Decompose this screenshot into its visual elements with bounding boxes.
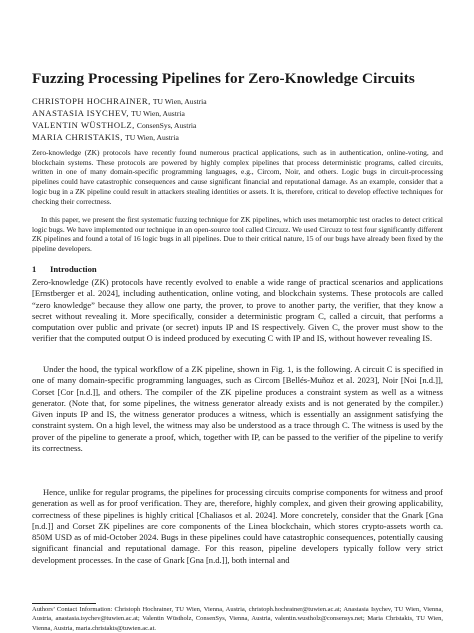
intro-paragraph-2: Under the hood, the typical workflow of a ZK pipeline, shown in Fig. 1, is the following. A circuit C is specified in one of many domain-specific programming languages, such as Circom [Bellés-Muñoz et al. 2023], Noir [Noi [n.d.]], Corset [Cor [n.d.]], and others. The compiler of the ZK pipeline produces a constraint system as well as a witness generator. (Note that, for some pipelines, the witness generator already exists and is not generated by the compiler.) Given inputs IP and IS, the witness generator produces a witness, which is essentially an assignment satisfying the constraint system. On a high level, the witness may also be understood as a trace through C. The witness is used by the prover of the pipeline to generate a proof, which, together with IP, can be passed to the verifier of the pipeline to verify its correctness.: [32, 364, 443, 454]
author-affiliation: TU Wien, Austria: [152, 97, 207, 106]
section-heading: [32, 264, 97, 274]
author-name: CHRISTOPH HOCHRAINER,: [32, 96, 151, 106]
author-affiliation: ConsenSys, Austria: [136, 121, 197, 130]
intro-paragraph-3: Hence, unlike for regular programs, the pipelines for processing circuits comprise components for witness and proof generation as well as for proof verification. They are, therefore, highly complex, and given their growing applicability, correctness of these pipelines is highly critical [Chaliasos et al. 2024]. More concretely, consider that the Gnark [Gna [n.d.]] and Corset ZK pipelines are core components of the Linea blockchain, which stores crypto-assets worth ca. 850M USD as of mid-October 2024. Bugs in these pipelines could have catastrophic consequences, potentially causing significant financial and reputational damage. For this reason, pipeline developers typically follow very strict development processes. In the case of Gnark [Gna [n.d.]], both internal and: [32, 487, 443, 565]
author-affiliation: TU Wien, Austria: [125, 133, 179, 142]
author-name: ANASTASIA ISYCHEV,: [32, 108, 129, 118]
intro-paragraph-1: Zero-knowledge (ZK) protocols have recently evolved to enable a wide range of practical scenarios and applications [Ernstberger et al. 2024], including authentication, online voting, and blockchain systems. These protocols are called “zero knowledge” because they allow one party, the prover, to prove to another party, the verifier, that they know a secret without revealing it. More specifically, consider a deterministic program C, called a circuit, that performs a computation over public and private (or secret) inputs IP and IS respectively. Given C, the prover must show to the verifier that the computed output O is indeed produced by executing C with IP and IS, without however revealing IS.: [32, 277, 443, 344]
section-title: Introduction: [50, 264, 97, 274]
paper-title: Fuzzing Processing Pipelines for Zero-Knowledge Circuits: [32, 70, 415, 87]
author-name: VALENTIN WÜSTHOLZ,: [32, 120, 135, 130]
author-name: MARIA CHRISTAKIS,: [32, 132, 123, 142]
section-number: 1: [32, 264, 37, 274]
author-contact-footnote: Authors’ Contact Information: Christoph Hochrainer, TU Wien, Vienna, Austria, christoph.hochrainer@tuwien.ac.at; Anastasia Isychev, TU Wien, Vienna, Austria, anastasia.isychev@tuwien.ac.at; Valentin Wüstholz, ConsenSys, Vienna, Austria, valentin.wustholz@consensys.net; Maria Christakis, TU Wien, Vienna, Austria, maria.christakis@tuwien.ac.at.: [32, 606, 443, 632]
abstract-paragraph-2: In this paper, we present the first systematic fuzzing technique for ZK pipelines, which uses metamorphic test oracles to detect critical logic bugs. We have implemented our technique in an open-source tool called Circuzz. We used Circuzz to test four significantly different ZK pipelines and found a total of 16 logic bugs in all pipelines. Due to their critical nature, 15 of our bugs have already been fixed by the pipeline developers.: [32, 215, 443, 254]
author-affiliation: TU Wien, Austria: [131, 109, 185, 118]
abstract-paragraph-1: Zero-knowledge (ZK) protocols have recently found numerous practical applications, such as in authentication, online-voting, and blockchain systems. These protocols are powered by highly complex pipelines that process deterministic programs, called circuits, written in one of many domain-specific programming languages, e.g., Circom, Noir, and others. Logic bugs in circuit-processing pipelines could have catastrophic consequences and cause significant financial and reputational damage. As an example, consider that a logic bug in a ZK pipeline could result in attackers stealing identities or assets. It is, therefore, critical to develop effective techniques for checking their correctness.: [32, 148, 443, 206]
footnote-rule: [32, 603, 96, 604]
author-line: [32, 131, 179, 144]
